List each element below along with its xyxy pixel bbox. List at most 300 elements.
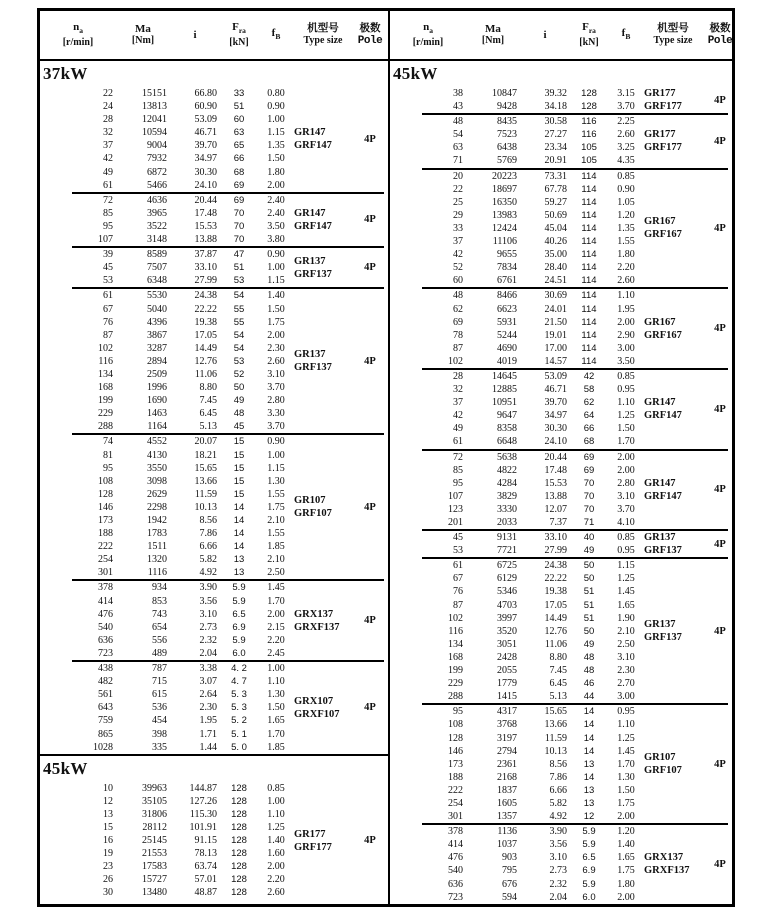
- cell-speed: 201: [448, 517, 463, 528]
- header-type-size: 机型号 Type size: [303, 23, 343, 46]
- cell-service-factor: 1.80: [617, 249, 635, 261]
- cell-torque: 15151: [142, 88, 167, 99]
- cell-ratio: 28.40: [544, 262, 567, 274]
- cell-radial-force: 114: [581, 249, 597, 261]
- cell-service-factor: 1.15: [267, 275, 285, 287]
- cell-ratio: 6.66: [549, 784, 567, 796]
- header-ratio: i: [193, 29, 197, 41]
- cell-service-factor: 0.90: [267, 436, 285, 448]
- cell-ratio: 3.90: [199, 582, 217, 594]
- cell-speed: 173: [448, 758, 463, 770]
- type-size-line: GR137: [644, 532, 676, 544]
- cell-torque: 1837: [497, 784, 517, 796]
- cell-speed: 229: [448, 678, 463, 690]
- type-size-label: [644, 851, 702, 877]
- cell-ratio: 13.66: [194, 475, 217, 487]
- cell-ratio: 7.37: [549, 517, 567, 528]
- cell-speed: 62: [453, 303, 463, 315]
- cell-speed: 414: [98, 595, 113, 607]
- cell-ratio: 27.99: [544, 545, 567, 557]
- cell-service-factor: 2.00: [617, 811, 635, 823]
- table-block: [40, 87, 388, 192]
- cell-speed: 19: [103, 848, 113, 860]
- cell-speed: 87: [453, 599, 463, 611]
- cell-radial-force: 58: [583, 384, 595, 396]
- cell-service-factor: 1.00: [267, 262, 285, 274]
- cell-service-factor: 2.40: [267, 194, 285, 206]
- cell-ratio: 19.38: [194, 316, 217, 328]
- cell-speed: 43: [453, 101, 463, 113]
- cell-service-factor: 0.85: [617, 532, 635, 544]
- cell-ratio: 6.45: [549, 678, 567, 690]
- cell-ratio: 78.13: [194, 848, 217, 860]
- type-size-line: GR137: [294, 349, 326, 361]
- type-size-line: GRF147: [294, 140, 332, 152]
- cell-radial-force: 6.0: [582, 891, 596, 903]
- cell-speed: 102: [448, 355, 463, 367]
- cell-radial-force: 128: [231, 848, 247, 860]
- cell-torque: 12424: [492, 222, 517, 234]
- cell-radial-force: 13: [583, 784, 595, 796]
- cell-speed: 482: [98, 676, 113, 688]
- cell-speed: 128: [448, 732, 463, 744]
- cell-ratio: 21.50: [544, 316, 567, 328]
- cell-radial-force: 71: [583, 517, 595, 528]
- cell-torque: 1605: [497, 797, 517, 809]
- cell-speed: 37: [453, 236, 463, 248]
- cell-ratio: 91.15: [194, 835, 217, 847]
- cell-service-factor: 1.50: [617, 423, 635, 435]
- table-right-column: [388, 11, 732, 904]
- cell-torque: 654: [152, 621, 167, 633]
- cell-speed: 222: [98, 541, 113, 553]
- cell-radial-force: 114: [581, 355, 597, 367]
- cell-ratio: 17.00: [544, 342, 567, 354]
- type-size-label: [294, 348, 352, 374]
- cell-service-factor: 1.00: [267, 795, 285, 807]
- type-size-line: GRF167: [644, 329, 682, 341]
- cell-ratio: 39.70: [544, 397, 567, 409]
- cell-radial-force: 13: [233, 554, 245, 566]
- cell-ratio: 30.69: [544, 290, 567, 302]
- cell-speed: 53: [453, 545, 463, 557]
- cell-speed: 61: [453, 436, 463, 448]
- cell-torque: 2509: [147, 368, 167, 380]
- cell-torque: 536: [152, 702, 167, 714]
- cell-service-factor: 1.30: [267, 689, 285, 701]
- cell-speed: 87: [453, 342, 463, 354]
- cell-speed: 95: [453, 477, 463, 489]
- cell-radial-force: 5.9: [232, 595, 246, 607]
- cell-ratio: 14.57: [544, 355, 567, 367]
- cell-torque: 2168: [497, 771, 517, 783]
- cell-service-factor: 1.70: [267, 728, 285, 740]
- cell-ratio: 24.51: [544, 275, 567, 287]
- cell-service-factor: 3.15: [617, 88, 635, 99]
- cell-torque: 10951: [492, 397, 517, 409]
- cell-radial-force: 42: [583, 370, 595, 382]
- cell-torque: 4396: [147, 316, 167, 328]
- cell-ratio: 6.66: [199, 541, 217, 553]
- cell-torque: 2794: [497, 745, 517, 757]
- cell-torque: 12041: [142, 114, 167, 126]
- cell-speed: 74: [103, 436, 113, 448]
- type-size-line: GRF147: [644, 410, 682, 422]
- cell-ratio: 17.48: [544, 464, 567, 476]
- cell-ratio: 19.01: [544, 329, 567, 341]
- cell-torque: 28112: [142, 821, 167, 833]
- cell-speed: 42: [103, 153, 113, 165]
- cell-speed: 22: [453, 183, 463, 195]
- cell-service-factor: 2.45: [267, 647, 285, 659]
- cell-service-factor: 0.80: [267, 88, 285, 99]
- cell-service-factor: 2.40: [267, 207, 285, 219]
- cell-radial-force: 128: [581, 101, 597, 113]
- type-size-line: GRF147: [644, 490, 682, 502]
- cell-ratio: 46.71: [544, 384, 567, 396]
- cell-service-factor: 2.60: [267, 355, 285, 367]
- cell-service-factor: 1.95: [617, 303, 635, 315]
- cell-service-factor: 2.10: [617, 625, 635, 637]
- cell-radial-force: 68: [233, 166, 245, 178]
- cell-ratio: 2.73: [549, 865, 567, 877]
- cell-radial-force: 33: [233, 88, 245, 99]
- cell-ratio: 66.80: [194, 88, 217, 99]
- cell-radial-force: 66: [583, 423, 595, 435]
- cell-service-factor: 1.35: [617, 222, 635, 234]
- cell-radial-force: 50: [233, 382, 245, 394]
- cell-radial-force: 48: [233, 408, 245, 420]
- cell-radial-force: 5.9: [232, 582, 246, 594]
- type-size-label: [644, 477, 702, 503]
- cell-ratio: 46.71: [194, 127, 217, 139]
- cell-speed: 48: [453, 290, 463, 302]
- cell-torque: 934: [152, 582, 167, 594]
- table-block: [390, 559, 732, 703]
- type-size-label: [294, 494, 352, 520]
- cell-service-factor: 1.35: [267, 140, 285, 152]
- cell-speed: 71: [453, 155, 463, 167]
- cell-speed: 87: [103, 329, 113, 341]
- cell-service-factor: 2.00: [617, 316, 635, 328]
- cell-torque: 6648: [497, 436, 517, 448]
- cell-torque: 594: [502, 891, 517, 903]
- cell-speed: 48: [453, 116, 463, 128]
- cell-radial-force: 14: [233, 501, 245, 513]
- type-size-label: [294, 695, 352, 721]
- cell-speed: 28: [103, 114, 113, 126]
- cell-speed: 26: [103, 874, 113, 886]
- type-size-label: [644, 531, 702, 557]
- cell-ratio: 8.56: [549, 758, 567, 770]
- cell-speed: 116: [448, 625, 463, 637]
- table-block: [390, 289, 732, 368]
- type-size-line: GR137: [644, 619, 676, 631]
- cell-torque: 5040: [147, 303, 167, 315]
- type-size-line: GRF177: [644, 142, 682, 154]
- cell-speed: 85: [453, 464, 463, 476]
- cell-radial-force: 50: [583, 560, 595, 572]
- pole-label: 4P: [714, 758, 726, 770]
- cell-ratio: 10.13: [544, 745, 567, 757]
- cell-torque: 15727: [142, 874, 167, 886]
- cell-torque: 4284: [497, 477, 517, 489]
- cell-service-factor: 2.00: [617, 891, 635, 903]
- cell-speed: 378: [98, 582, 113, 594]
- cell-torque: 2055: [497, 665, 517, 677]
- header-pole: 极数 Pole: [707, 23, 732, 47]
- cell-speed: 476: [98, 608, 113, 620]
- cell-ratio: 34.97: [544, 410, 567, 422]
- cell-torque: 7834: [497, 262, 517, 274]
- cell-ratio: 13.88: [544, 490, 567, 502]
- cell-torque: 6872: [147, 166, 167, 178]
- cell-torque: 1779: [497, 678, 517, 690]
- cell-service-factor: 1.75: [617, 865, 635, 877]
- cell-torque: 3965: [147, 207, 167, 219]
- cell-ratio: 11.59: [194, 488, 217, 500]
- cell-service-factor: 1.25: [267, 821, 285, 833]
- cell-service-factor: 2.10: [267, 515, 285, 526]
- cell-speed: 72: [103, 194, 113, 206]
- type-size-line: GRF137: [644, 545, 682, 557]
- type-size-line: GRXF137: [294, 621, 340, 633]
- cell-radial-force: 66: [233, 153, 245, 165]
- pole-label: 4P: [714, 625, 726, 637]
- cell-speed: 146: [448, 745, 463, 757]
- type-size-label: [644, 751, 702, 777]
- cell-service-factor: 3.30: [267, 408, 285, 420]
- cell-ratio: 14.49: [544, 612, 567, 624]
- cell-radial-force: 64: [583, 410, 595, 422]
- cell-speed: 540: [448, 865, 463, 877]
- table-block: [40, 248, 388, 287]
- cell-service-factor: 1.15: [267, 462, 285, 474]
- cell-torque: 3867: [147, 329, 167, 341]
- cell-speed: 38: [453, 88, 463, 99]
- cell-ratio: 7.86: [199, 528, 217, 540]
- cell-speed: 123: [448, 503, 463, 515]
- cell-speed: 42: [453, 410, 463, 422]
- cell-torque: 5530: [147, 290, 167, 302]
- cell-radial-force: 49: [583, 638, 595, 650]
- cell-service-factor: 1.15: [267, 127, 285, 139]
- header-torque: Ma [Nm]: [481, 23, 505, 46]
- cell-service-factor: 1.15: [617, 560, 635, 572]
- cell-service-factor: 2.90: [617, 329, 635, 341]
- cell-speed: 30: [103, 887, 113, 899]
- cell-service-factor: 3.50: [617, 355, 635, 367]
- cell-service-factor: 1.80: [617, 878, 635, 890]
- cell-speed: 540: [98, 621, 113, 633]
- cell-radial-force: 15: [233, 436, 245, 448]
- cell-speed: 108: [98, 475, 113, 487]
- cell-speed: 414: [448, 839, 463, 851]
- cell-speed: 116: [98, 355, 113, 367]
- cell-speed: 95: [453, 706, 463, 718]
- cell-ratio: 22.22: [544, 573, 567, 585]
- cell-torque: 5931: [497, 316, 517, 328]
- type-size-line: GR107: [644, 752, 676, 764]
- type-size-label: [294, 828, 352, 854]
- cell-speed: 45: [103, 262, 113, 274]
- cell-torque: 9004: [147, 140, 167, 152]
- cell-speed: 49: [103, 166, 113, 178]
- cell-torque: 4317: [497, 706, 517, 718]
- pole-label: 4P: [714, 323, 726, 335]
- cell-service-factor: 1.85: [267, 541, 285, 553]
- cell-service-factor: 1.65: [617, 599, 635, 611]
- cell-service-factor: 0.85: [267, 782, 285, 794]
- cell-radial-force: 114: [581, 329, 597, 341]
- cell-ratio: 73.31: [544, 170, 567, 182]
- cell-service-factor: 1.55: [267, 528, 285, 540]
- cell-speed: 61: [103, 290, 113, 302]
- cell-speed: 438: [98, 663, 113, 675]
- cell-service-factor: 0.85: [617, 370, 635, 382]
- cell-service-factor: 2.00: [617, 464, 635, 476]
- cell-radial-force: 114: [581, 342, 597, 354]
- cell-speed: 54: [453, 129, 463, 141]
- cell-radial-force: 54: [233, 290, 245, 302]
- cell-torque: 5466: [147, 179, 167, 191]
- cell-radial-force: 13: [583, 797, 595, 809]
- cell-service-factor: 1.65: [617, 852, 635, 864]
- cell-radial-force: 6.9: [582, 865, 596, 877]
- cell-torque: 556: [152, 634, 167, 646]
- cell-ratio: 57.01: [194, 874, 217, 886]
- section-title: 45kW: [43, 758, 88, 778]
- cell-radial-force: 114: [581, 236, 597, 248]
- cell-ratio: 2.04: [199, 647, 217, 659]
- cell-ratio: 2.73: [199, 621, 217, 633]
- header-service-factor: $f_B$: [271, 26, 281, 42]
- cell-radial-force: 116: [581, 129, 597, 141]
- cell-radial-force: 15: [233, 449, 245, 461]
- cell-speed: 146: [98, 501, 113, 513]
- cell-ratio: 10.13: [194, 501, 217, 513]
- cell-speed: 95: [103, 220, 113, 232]
- cell-speed: 63: [453, 142, 463, 154]
- cell-ratio: 144.87: [189, 782, 217, 794]
- cell-torque: 1463: [147, 408, 167, 420]
- cell-service-factor: 1.45: [267, 582, 285, 594]
- cell-speed: 102: [98, 342, 113, 354]
- cell-radial-force: 114: [581, 183, 597, 195]
- type-size-line: GR167: [644, 316, 676, 328]
- cell-torque: 3197: [497, 732, 517, 744]
- cell-ratio: 5.13: [549, 691, 567, 703]
- cell-radial-force: 114: [581, 290, 597, 302]
- cell-speed: 188: [98, 528, 113, 540]
- cell-ratio: 14.49: [194, 342, 217, 354]
- cell-service-factor: 2.00: [617, 451, 635, 463]
- cell-ratio: 33.10: [544, 532, 567, 544]
- header-radial-force: $F_{ra}$ [kN]: [579, 20, 599, 49]
- cell-speed: 643: [98, 702, 113, 714]
- cell-service-factor: 1.45: [617, 586, 635, 598]
- cell-service-factor: 1.10: [617, 397, 635, 409]
- cell-speed: 24: [103, 101, 113, 113]
- cell-radial-force: 49: [233, 395, 245, 407]
- cell-speed: 476: [448, 852, 463, 864]
- cell-torque: 1320: [147, 554, 167, 566]
- cell-speed: 288: [98, 421, 113, 433]
- cell-service-factor: 1.75: [267, 501, 285, 513]
- pole-label: 4P: [714, 403, 726, 415]
- cell-ratio: 8.80: [199, 382, 217, 394]
- cell-ratio: 17.48: [194, 207, 217, 219]
- cell-ratio: 67.78: [544, 183, 567, 195]
- gear-selection-table: [37, 8, 735, 907]
- type-size-line: GRX137: [644, 852, 684, 864]
- cell-torque: 676: [502, 878, 517, 890]
- cell-service-factor: 1.25: [617, 732, 635, 744]
- type-size-label: [644, 128, 702, 154]
- cell-ratio: 1.71: [199, 728, 217, 740]
- type-size-line: GRX137: [294, 608, 334, 620]
- cell-torque: 3997: [497, 612, 517, 624]
- cell-ratio: 11.59: [544, 732, 567, 744]
- cell-ratio: 15.53: [544, 477, 567, 489]
- cell-service-factor: 1.65: [267, 715, 285, 727]
- cell-radial-force: 13: [233, 567, 245, 579]
- cell-radial-force: 69: [233, 179, 245, 191]
- cell-radial-force: 4. 7: [231, 676, 247, 688]
- type-size-label: [644, 618, 702, 644]
- cell-service-factor: 1.25: [617, 573, 635, 585]
- cell-torque: 18697: [492, 183, 517, 195]
- cell-torque: 13983: [492, 209, 517, 221]
- table-header-row: [390, 11, 732, 61]
- cell-speed: 108: [448, 719, 463, 731]
- cell-torque: 10594: [142, 127, 167, 139]
- cell-service-factor: 1.90: [617, 612, 635, 624]
- cell-service-factor: 1.20: [617, 209, 635, 221]
- cell-service-factor: 1.50: [267, 153, 285, 165]
- cell-torque: 1116: [147, 567, 167, 579]
- cell-ratio: 12.07: [544, 503, 567, 515]
- cell-ratio: 15.65: [544, 706, 567, 718]
- cell-torque: 715: [152, 676, 167, 688]
- pole-label: 4P: [364, 214, 376, 226]
- table-block: [390, 451, 732, 530]
- cell-torque: 5638: [497, 451, 517, 463]
- cell-speed: 72: [453, 451, 463, 463]
- cell-radial-force: 55: [233, 316, 245, 328]
- cell-speed: 67: [103, 303, 113, 315]
- table-block: [40, 662, 388, 754]
- cell-torque: 1164: [147, 421, 167, 433]
- type-size-label: [644, 396, 702, 422]
- cell-ratio: 50.69: [544, 209, 567, 221]
- cell-torque: 31806: [142, 808, 167, 820]
- cell-torque: 5244: [497, 329, 517, 341]
- cell-speed: 78: [453, 329, 463, 341]
- cell-radial-force: 6.0: [232, 647, 246, 659]
- cell-radial-force: 5.9: [582, 826, 596, 838]
- cell-ratio: 2.30: [199, 702, 217, 714]
- type-size-line: GRF107: [644, 765, 682, 777]
- cell-service-factor: 2.25: [617, 116, 635, 128]
- cell-radial-force: 128: [231, 835, 247, 847]
- cell-ratio: 12.76: [544, 625, 567, 637]
- cell-radial-force: 48: [583, 665, 595, 677]
- cell-speed: 199: [98, 395, 113, 407]
- cell-radial-force: 70: [233, 234, 245, 246]
- cell-speed: 32: [103, 127, 113, 139]
- cell-radial-force: 54: [233, 342, 245, 354]
